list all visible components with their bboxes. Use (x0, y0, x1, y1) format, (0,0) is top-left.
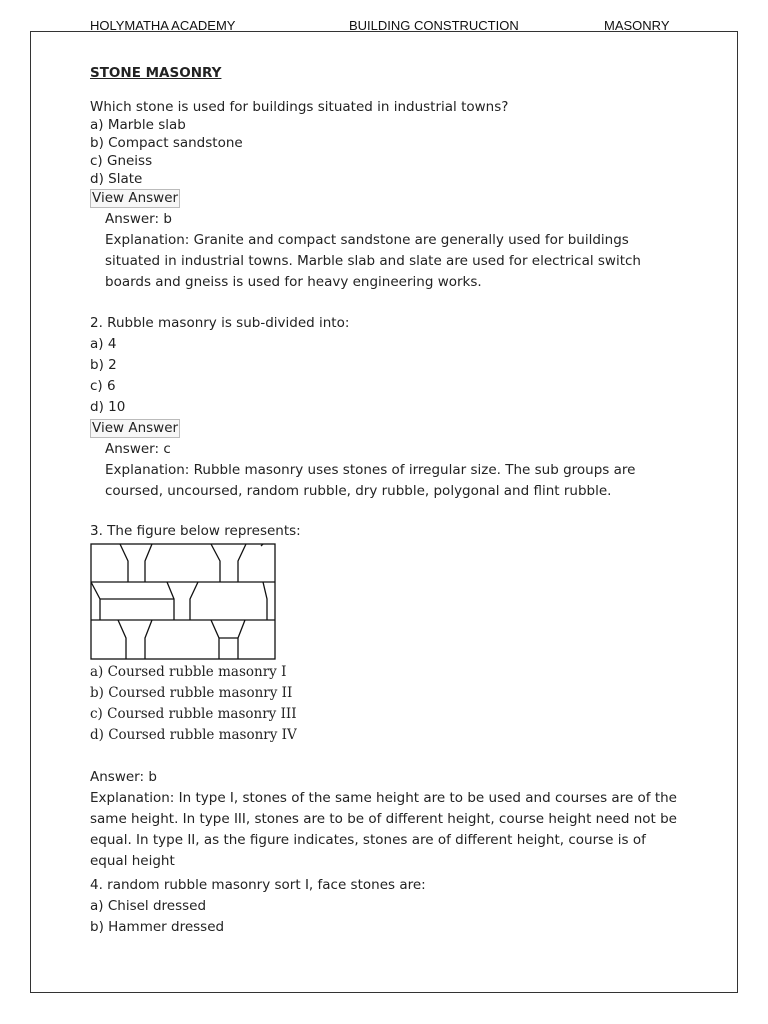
figure-joint (91, 582, 100, 620)
question-2-text: 2. Rubble masonry is sub-divided into: (90, 315, 350, 331)
question-2-option-d: d) 10 (90, 399, 126, 415)
figure-joint (145, 620, 152, 659)
figure-joint (118, 620, 126, 659)
view-answer-button-2[interactable]: View Answer (92, 420, 179, 436)
figure-joint (238, 544, 246, 582)
answer-3: Answer: b (90, 769, 157, 785)
question-4-option-b: b) Hammer dressed (90, 919, 225, 935)
question-2 (90, 313, 680, 502)
question-3-text: 3. The figure below represents: (90, 523, 301, 539)
figure-joint (211, 544, 220, 582)
answer-block-1 (105, 209, 680, 293)
header-academy: HOLYMATHA ACADEMY (90, 18, 236, 33)
figure-joint (167, 582, 174, 620)
view-answer-button-1[interactable]: View Answer (92, 190, 179, 206)
question-3 (90, 522, 680, 872)
explanation-3: Explanation: In type I, stones of the same height are to be used and courses are of the same height. In type III, stones are to be of different height, course height need not be equal. In type II, as the figure indicates, stones are of different height, course is of equal height (90, 790, 677, 869)
explanation-1: Explanation: Granite and compact sandstone are generally used for buildings situated in industrial towns. Marble slab and slate are used for electrical switch boards and gneiss is used for heavy engineering works. (105, 232, 641, 290)
question-3-option-d: d) Coursed rubble masonry IV (90, 727, 297, 743)
question-1-option-d: d) Slate (90, 171, 143, 187)
page-content (90, 64, 680, 938)
figure-joint (263, 582, 267, 620)
explanation-2: Explanation: Rubble masonry uses stones of irregular size. The sub groups are coursed, uncoursed, random rubble, dry rubble, polygonal and flint rubble. (105, 462, 636, 499)
figure-joint (238, 620, 245, 659)
figure-joint (190, 582, 198, 620)
figure-joint (145, 544, 152, 582)
question-1 (90, 98, 680, 293)
section-title: STONE MASONRY (90, 65, 222, 81)
header-topic: MASONRY (604, 18, 670, 33)
answer-1: Answer: b (105, 211, 172, 227)
question-3-option-b: b) Coursed rubble masonry II (90, 685, 293, 701)
figure-outline (91, 544, 275, 659)
question-1-option-a: a) Marble slab (90, 117, 186, 133)
question-4 (90, 875, 680, 938)
question-4-text: 4. random rubble masonry sort I, face stones are: (90, 877, 426, 893)
question-1-option-c: c) Gneiss (90, 153, 153, 169)
question-3-option-a: a) Coursed rubble masonry I (90, 664, 287, 680)
answer-block-2 (105, 439, 680, 502)
question-2-option-b: b) 2 (90, 357, 117, 373)
question-4-option-a: a) Chisel dressed (90, 898, 207, 914)
figure-joint (211, 620, 219, 659)
question-2-option-c: c) 6 (90, 378, 116, 394)
question-1-text: Which stone is used for buildings situated in industrial towns? (90, 99, 509, 115)
question-1-option-b: b) Compact sandstone (90, 135, 243, 151)
question-3-option-c: c) Coursed rubble masonry III (90, 706, 297, 722)
answer-block-3 (90, 767, 680, 872)
figure-joint (120, 544, 128, 582)
header-subject: BUILDING CONSTRUCTION (349, 18, 519, 33)
coursed-rubble-masonry-figure (90, 543, 276, 660)
answer-2: Answer: c (105, 441, 171, 457)
question-2-option-a: a) 4 (90, 336, 117, 352)
